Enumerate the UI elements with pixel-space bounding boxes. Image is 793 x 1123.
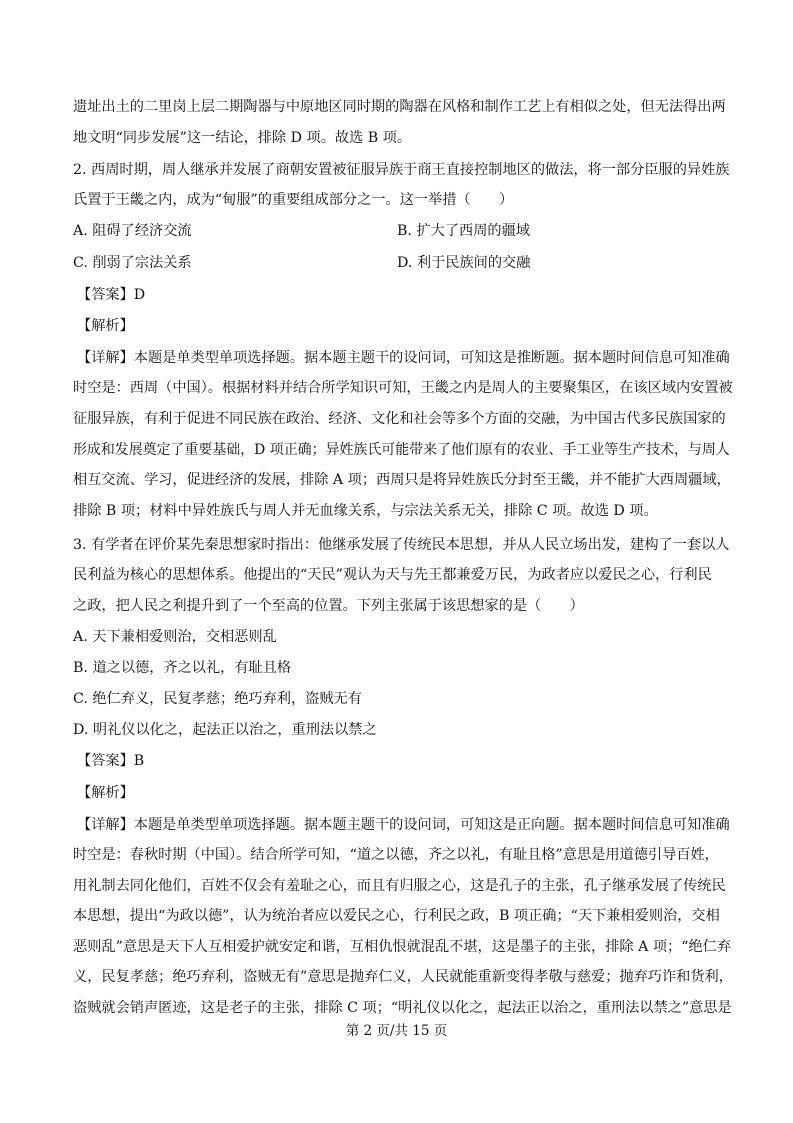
- q3-stem-line-1: 3. 有学者在评价某先秦思想家时指出：他继承发展了传统民本思想，并从人民立场出发，建构了一套以人: [73, 537, 730, 553]
- q3-option-d: D. 明礼仪以化之，起法正以治之，重刑法以禁之: [73, 722, 377, 738]
- q3-explanation-line-1: 【详解】本题是单类型单项选择题。据本题主题干的设问词，可知这是正向题。据本题时间信息可知准确: [77, 817, 730, 833]
- q2-explanation-line-5: 相互交流、学习，促进经济的发展，排除 A 项；西周只是将异姓族氏分封至王畿，并不能扩大西周疆域，: [73, 472, 731, 488]
- q3-explanation-line-3: 用礼制去同化他们，百姓不仅会有羞耻之心，而且有归服之心，这是孔子的主张，孔子继承发展了传统民: [73, 878, 726, 894]
- q3-explanation-line-6: 义，民复孝慈；绝巧弃利，盗贼无有”意思是抛弃仁义，人民就能重新变得孝敬与慈爱；抛弃巧诈和货利，: [73, 969, 733, 985]
- q3-option-b: B. 道之以德，齐之以礼，有耻且格: [73, 660, 292, 676]
- q2-option-a: A. 阻碍了经济交流: [73, 223, 192, 239]
- q3-explanation-line-7: 盗贼就会销声匿迹，这是老子的主张，排除 C 项；“明礼仪以化之，起法正以治之，重刑法以禁之”意思是: [73, 1000, 732, 1016]
- q2-explanation-line-2: 时空是：西周（中国）。根据材料并结合所学知识可知，王畿之内是周人的主要聚集区，在该区域内安置被: [73, 380, 733, 396]
- q3-explanation-line-5: 恶则乱”意思是天下人互相爱护就安定和谐，互相仇恨就混乱不堪，这是墨子的主张，排除 A 项；“绝仁弃: [73, 939, 732, 955]
- q2-explanation-line-1: 【详解】本题是单类型单项选择题。据本题主题干的设问词，可知这是推断题。据本题时间信息可知准确: [77, 350, 730, 366]
- q2-option-b: B. 扩大了西周的疆域: [397, 223, 530, 239]
- q2-option-d: D. 利于民族间的交融: [397, 255, 531, 271]
- intro-line-1: 遗址出土的二里岗上层二期陶器与中原地区同时期的陶器在风格和制作工艺上有相似之处，但无法得出两: [73, 99, 726, 115]
- q2-answer: 【答案】D: [77, 287, 146, 303]
- q2-analysis-title: 【解析】: [77, 318, 134, 334]
- q3-explanation-line-4: 本思想，提出“为政以德”，认为统治者应以爱民之心，行利民之政，B 项正确；“天下兼相爱则治，交相: [73, 908, 720, 924]
- q2-explanation-line-3: 征服异族，有利于促进不同民族在政治、经济、文化和社会等多个方面的交融，为中国古代多民族国家的: [73, 411, 726, 427]
- q3-stem-line-2: 民利益为核心的思想体系。他提出的“天民”观认为天与先王都兼爱万民，为政者应以爱民之心，行利民: [73, 567, 712, 583]
- intro-line-2: 地文明“同步发展”这一结论，排除 D 项。故选 B 项。: [73, 130, 412, 146]
- q3-analysis-title: 【解析】: [77, 785, 134, 801]
- q3-stem-line-3: 之政，把人民之利提升到了一个至高的位置。下列主张属于该思想家的是（ ）: [73, 598, 584, 614]
- page-number-footer: 第 2 页/共 15 页: [345, 1023, 448, 1039]
- q2-explanation-line-4: 形成和发展奠定了重要基础，D 项正确；异姓族氏可能带来了他们原有的农业、手工业等生产技术，与周人: [73, 442, 730, 458]
- q3-option-a: A. 天下兼相爱则治，交相恶则乱: [73, 629, 277, 645]
- q2-option-c: C. 削弱了宗法关系: [73, 255, 192, 271]
- q3-option-c: C. 绝仁弃义，民复孝慈；绝巧弃利，盗贼无有: [73, 691, 362, 707]
- q3-answer: 【答案】B: [77, 753, 145, 769]
- q3-explanation-line-2: 时空是：春秋时期（中国）。结合所学可知，“道之以德，齐之以礼，有耻且格”意思是用道德引导百姓，: [73, 847, 719, 863]
- q2-explanation-line-6: 排除 B 项；材料中异姓族氏与周人并无血缘关系，与宗法关系无关，排除 C 项。故选 D 项。: [73, 503, 658, 519]
- q2-stem-line-2: 氏置于王畿之内，成为“甸服”的重要组成部分之一。这一举措（ ）: [73, 192, 514, 208]
- q2-stem-line-1: 2. 西周时期，周人继承并发展了商朝安置被征服异族于商王直接控制地区的做法，将一部分臣服的异姓族: [73, 162, 730, 178]
